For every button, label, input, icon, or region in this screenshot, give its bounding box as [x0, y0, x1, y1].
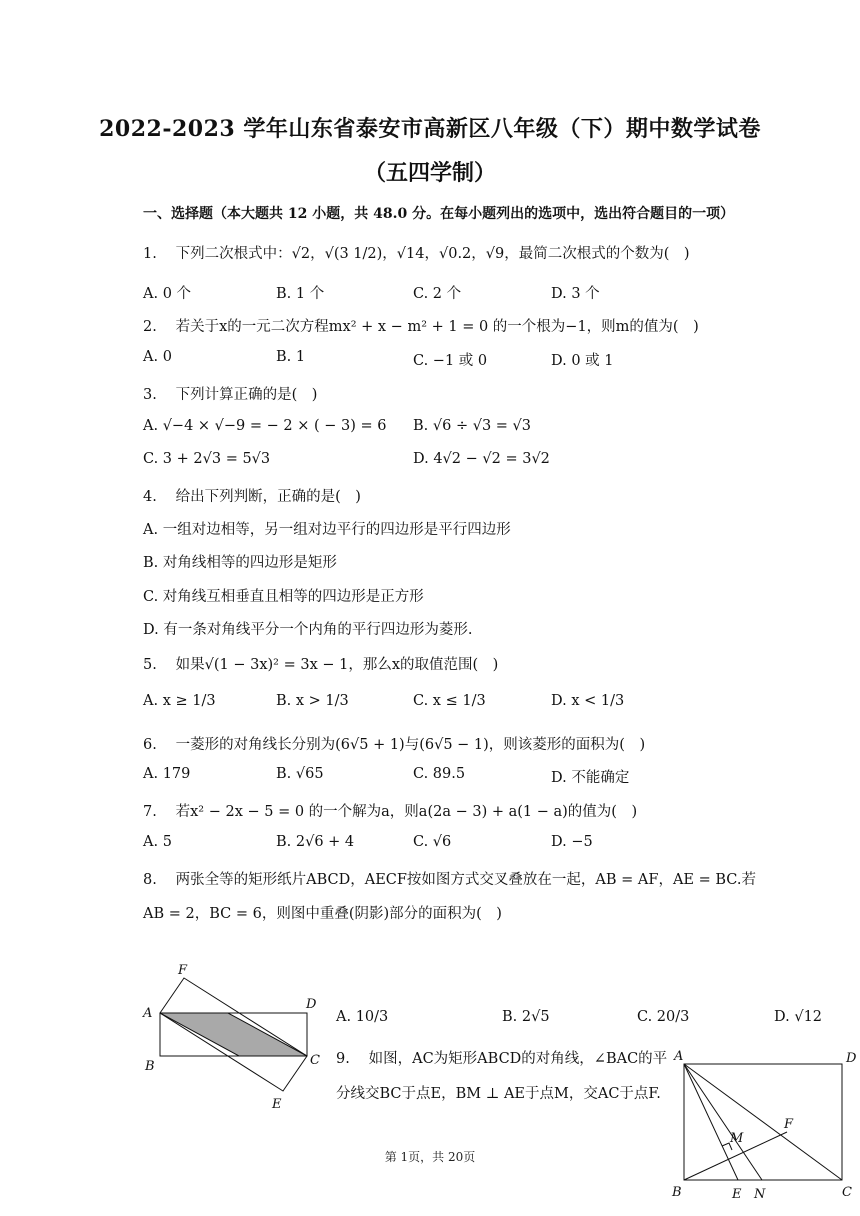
label-n: N [754, 1187, 766, 1202]
question-8-line2: AB = 2，BC = 6，则图中重叠(阴影)部分的面积为( ) [143, 906, 502, 922]
label-a: A [674, 1049, 684, 1064]
question-6 [143, 733, 645, 754]
option-c: C. 对角线互相垂直且相等的四边形是正方形 [143, 589, 424, 605]
option-c: C. 2 个 [413, 286, 462, 302]
option-b: B. 2√5 [502, 1009, 550, 1025]
label-b: B [672, 1185, 682, 1200]
question-4 [143, 485, 361, 506]
question-number: 9. [336, 1051, 350, 1067]
question-9 [336, 1047, 667, 1068]
label-d: D [306, 997, 317, 1012]
option-b: B. √65 [276, 766, 324, 782]
question-text: 若关于x的一元二次方程mx² + x − m² + 1 = 0 的一个根为−1，则m的值为( ) [175, 319, 699, 335]
option-c: C. −1 或 0 [413, 353, 488, 369]
figure-9-diagram [660, 1040, 860, 1216]
question-9-line2: 分线交BC于点E，BM ⊥ AE于点M，交AC于点F. [336, 1086, 661, 1102]
question-number: 8. [143, 872, 157, 888]
question-text: 如果√(1 − 3x)² = 3x − 1，那么x的取值范围( ) [175, 657, 499, 673]
option-a: A. √−4 × √−9 = − 2 × ( − 3) = 6 [143, 418, 387, 434]
page-footer: 第 1页，共 20页 [384, 1150, 476, 1164]
question-number: 4. [143, 489, 157, 505]
question-number: 6. [143, 737, 157, 753]
question-text: 如图，AC为矩形ABCD的对角线，∠BAC的平 [368, 1051, 668, 1067]
label-e: E [732, 1187, 742, 1202]
question-number: 5. [143, 657, 157, 673]
question-5 [143, 653, 498, 674]
question-8 [143, 868, 756, 889]
question-text: 一菱形的对角线长分别为(6√5 + 1)与(6√5 − 1)，则该菱形的面积为( ) [175, 737, 646, 753]
option-d: D. 不能确定 [551, 770, 630, 786]
question-number: 3. [143, 387, 157, 403]
section-header: 一、选择题（本大题共 12 小题，共 48.0 分。在每小题列出的选项中，选出符合题目的一项） [143, 206, 735, 222]
option-a: A. 0 [143, 349, 172, 365]
question-number: 7. [143, 804, 157, 820]
option-b: B. 1 个 [276, 286, 325, 302]
option-a: A. x ≥ 1/3 [143, 693, 216, 709]
option-d: D. −5 [551, 834, 593, 850]
option-d: D. √12 [774, 1009, 823, 1025]
option-a: A. 5 [143, 834, 172, 850]
label-a: A [143, 1006, 153, 1021]
question-text: 若x² − 2x − 5 = 0 的一个解为a，则a(2a − 3) + a(1 − a)的值为( ) [175, 804, 638, 820]
label-f: F [784, 1117, 794, 1132]
question-2 [143, 315, 699, 336]
option-c: C. 20/3 [637, 1009, 690, 1025]
option-a: A. 179 [143, 766, 191, 782]
question-number: 1. [143, 246, 157, 262]
option-b: B. 1 [276, 349, 306, 365]
question-1 [143, 242, 690, 263]
option-c: C. 3 + 2√3 = 5√3 [143, 451, 271, 467]
option-a: A. 10/3 [336, 1009, 389, 1025]
option-b: B. 2√6 + 4 [276, 834, 355, 850]
option-d: D. 有一条对角线平分一个内角的平行四边形为菱形. [143, 622, 473, 638]
option-b: B. 对角线相等的四边形是矩形 [143, 555, 337, 571]
figure-8-diagram [140, 958, 330, 1118]
option-d: D. x < 1/3 [551, 693, 625, 709]
shaded-overlap [160, 1013, 307, 1056]
label-c: C [842, 1185, 852, 1200]
question-7 [143, 800, 637, 821]
question-text: 给出下列判断，正确的是( ) [175, 489, 361, 505]
option-a: A. 0 个 [143, 286, 192, 302]
label-b: B [145, 1059, 155, 1074]
option-d: D. 4√2 − √2 = 3√2 [413, 451, 550, 467]
question-3 [143, 383, 317, 404]
label-f: F [178, 963, 188, 978]
option-a: A. 一组对边相等，另一组对边平行的四边形是平行四边形 [143, 522, 511, 538]
label-d: D [846, 1051, 857, 1066]
option-c: C. x ≤ 1/3 [413, 693, 486, 709]
option-c: C. √6 [413, 834, 452, 850]
label-e: E [272, 1097, 282, 1112]
exam-title: 2022-2023 学年山东省泰安市高新区八年级（下）期中数学试卷 [99, 116, 761, 142]
option-b: B. x > 1/3 [276, 693, 349, 709]
label-m: M [730, 1131, 744, 1146]
option-b: B. √6 ÷ √3 = √3 [413, 418, 532, 434]
exam-subtitle: （五四学制） [363, 160, 496, 186]
option-c: C. 89.5 [413, 766, 466, 782]
question-number: 2. [143, 319, 157, 335]
option-d: D. 3 个 [551, 286, 600, 302]
question-text: 下列计算正确的是( ) [175, 387, 318, 403]
question-text: 下列二次根式中：√2，√(3 1/2)，√14，√0.2，√9，最简二次根式的个数为( ) [175, 246, 690, 262]
option-d: D. 0 或 1 [551, 353, 614, 369]
label-c: C [310, 1053, 320, 1068]
question-text: 两张全等的矩形纸片ABCD，AECF按如图方式交叉叠放在一起，AB = AF，AE = BC.若 [175, 872, 756, 888]
